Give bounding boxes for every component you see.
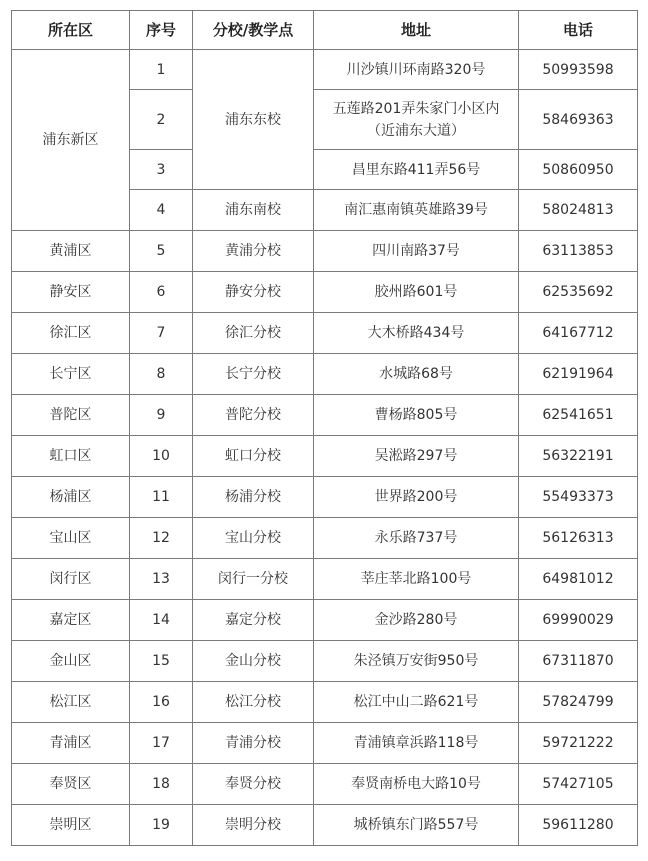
district-cell: 奉贤区	[12, 764, 130, 805]
address-cell: 曹杨路805号	[314, 395, 519, 436]
address-cell: 永乐路737号	[314, 518, 519, 559]
address-cell: 朱泾镇万安街950号	[314, 641, 519, 682]
branch-cell: 杨浦分校	[193, 477, 314, 518]
address-cell: 川沙镇川环南路320号	[314, 50, 519, 90]
number-cell: 2	[130, 90, 193, 150]
address-cell: 胶州路601号	[314, 272, 519, 313]
district-cell: 金山区	[12, 641, 130, 682]
branch-cell: 奉贤分校	[193, 764, 314, 805]
address-cell: 莘庄莘北路100号	[314, 559, 519, 600]
number-cell: 18	[130, 764, 193, 805]
address-cell: 南汇惠南镇英雄路39号	[314, 190, 519, 231]
branch-cell: 长宁分校	[193, 354, 314, 395]
branch-cell: 嘉定分校	[193, 600, 314, 641]
district-cell: 黄浦区	[12, 231, 130, 272]
phone-cell: 63113853	[519, 231, 638, 272]
table-row	[12, 518, 638, 559]
table-row	[12, 477, 638, 518]
address-cell: 四川南路37号	[314, 231, 519, 272]
address-line: 五莲路201弄朱家门小区内	[332, 100, 500, 117]
address-cell: 吴淞路297号	[314, 436, 519, 477]
branch-table	[11, 10, 638, 846]
phone-cell: 62535692	[519, 272, 638, 313]
table-row	[12, 764, 638, 805]
district-cell: 嘉定区	[12, 600, 130, 641]
header-row	[12, 11, 638, 50]
number-cell: 15	[130, 641, 193, 682]
table-row	[12, 723, 638, 764]
branch-cell: 静安分校	[193, 272, 314, 313]
branch-cell: 黄浦分校	[193, 231, 314, 272]
number-cell: 17	[130, 723, 193, 764]
number-cell: 8	[130, 354, 193, 395]
branch-cell: 宝山分校	[193, 518, 314, 559]
district-cell: 崇明区	[12, 805, 130, 846]
table-row	[12, 559, 638, 600]
branch-cell: 浦东东校	[193, 50, 314, 190]
table-row	[12, 272, 638, 313]
branch-cell: 金山分校	[193, 641, 314, 682]
address-cell: 金沙路280号	[314, 600, 519, 641]
phone-cell: 57824799	[519, 682, 638, 723]
address-cell: 城桥镇东门路557号	[314, 805, 519, 846]
phone-cell: 67311870	[519, 641, 638, 682]
number-cell: 16	[130, 682, 193, 723]
phone-cell: 58469363	[519, 90, 638, 150]
number-cell: 4	[130, 190, 193, 231]
phone-cell: 59721222	[519, 723, 638, 764]
branch-cell: 松江分校	[193, 682, 314, 723]
header-branch: 分校/教学点	[193, 11, 314, 50]
phone-cell: 64981012	[519, 559, 638, 600]
simple-rows	[12, 231, 638, 846]
number-cell: 6	[130, 272, 193, 313]
address-cell: 世界路200号	[314, 477, 519, 518]
table-row	[12, 805, 638, 846]
branch-cell: 崇明分校	[193, 805, 314, 846]
district-cell: 徐汇区	[12, 313, 130, 354]
phone-cell: 56322191	[519, 436, 638, 477]
address-cell	[314, 90, 519, 150]
district-cell: 宝山区	[12, 518, 130, 559]
table-row	[12, 395, 638, 436]
number-cell: 10	[130, 436, 193, 477]
number-cell: 13	[130, 559, 193, 600]
branch-cell: 浦东南校	[193, 190, 314, 231]
header-district: 所在区	[12, 11, 130, 50]
number-cell: 14	[130, 600, 193, 641]
phone-cell: 64167712	[519, 313, 638, 354]
branch-cell: 虹口分校	[193, 436, 314, 477]
table-row	[12, 231, 638, 272]
table-row	[12, 50, 638, 90]
address-cell: 水城路68号	[314, 354, 519, 395]
address-cell: 青浦镇章浜路118号	[314, 723, 519, 764]
phone-cell: 55493373	[519, 477, 638, 518]
district-cell: 虹口区	[12, 436, 130, 477]
district-cell: 闵行区	[12, 559, 130, 600]
phone-cell: 69990029	[519, 600, 638, 641]
table-row	[12, 354, 638, 395]
district-cell: 杨浦区	[12, 477, 130, 518]
number-cell: 5	[130, 231, 193, 272]
number-cell: 19	[130, 805, 193, 846]
header-phone: 电话	[519, 11, 638, 50]
number-cell: 12	[130, 518, 193, 559]
phone-cell: 57427105	[519, 764, 638, 805]
phone-cell: 50860950	[519, 150, 638, 190]
address-cell: 奉贤南桥电大路10号	[314, 764, 519, 805]
number-cell: 3	[130, 150, 193, 190]
number-cell: 9	[130, 395, 193, 436]
table-row	[12, 436, 638, 477]
phone-cell: 56126313	[519, 518, 638, 559]
address-cell: 松江中山二路621号	[314, 682, 519, 723]
table-row	[12, 641, 638, 682]
district-cell: 松江区	[12, 682, 130, 723]
branch-cell: 普陀分校	[193, 395, 314, 436]
table-row	[12, 313, 638, 354]
header-number: 序号	[130, 11, 193, 50]
header-address: 地址	[314, 11, 519, 50]
phone-cell: 62541651	[519, 395, 638, 436]
district-cell: 浦东新区	[12, 50, 130, 231]
phone-cell: 62191964	[519, 354, 638, 395]
branch-cell: 徐汇分校	[193, 313, 314, 354]
phone-cell: 50993598	[519, 50, 638, 90]
branch-cell: 青浦分校	[193, 723, 314, 764]
address-note: （近浦东大道）	[367, 122, 465, 139]
district-cell: 普陀区	[12, 395, 130, 436]
table-row	[12, 600, 638, 641]
phone-cell: 59611280	[519, 805, 638, 846]
district-cell: 静安区	[12, 272, 130, 313]
number-cell: 11	[130, 477, 193, 518]
address-cell: 昌里东路411弄56号	[314, 150, 519, 190]
table-row	[12, 682, 638, 723]
number-cell: 7	[130, 313, 193, 354]
branch-cell: 闵行一分校	[193, 559, 314, 600]
district-cell: 青浦区	[12, 723, 130, 764]
address-cell: 大木桥路434号	[314, 313, 519, 354]
phone-cell: 58024813	[519, 190, 638, 231]
number-cell: 1	[130, 50, 193, 90]
district-cell: 长宁区	[12, 354, 130, 395]
